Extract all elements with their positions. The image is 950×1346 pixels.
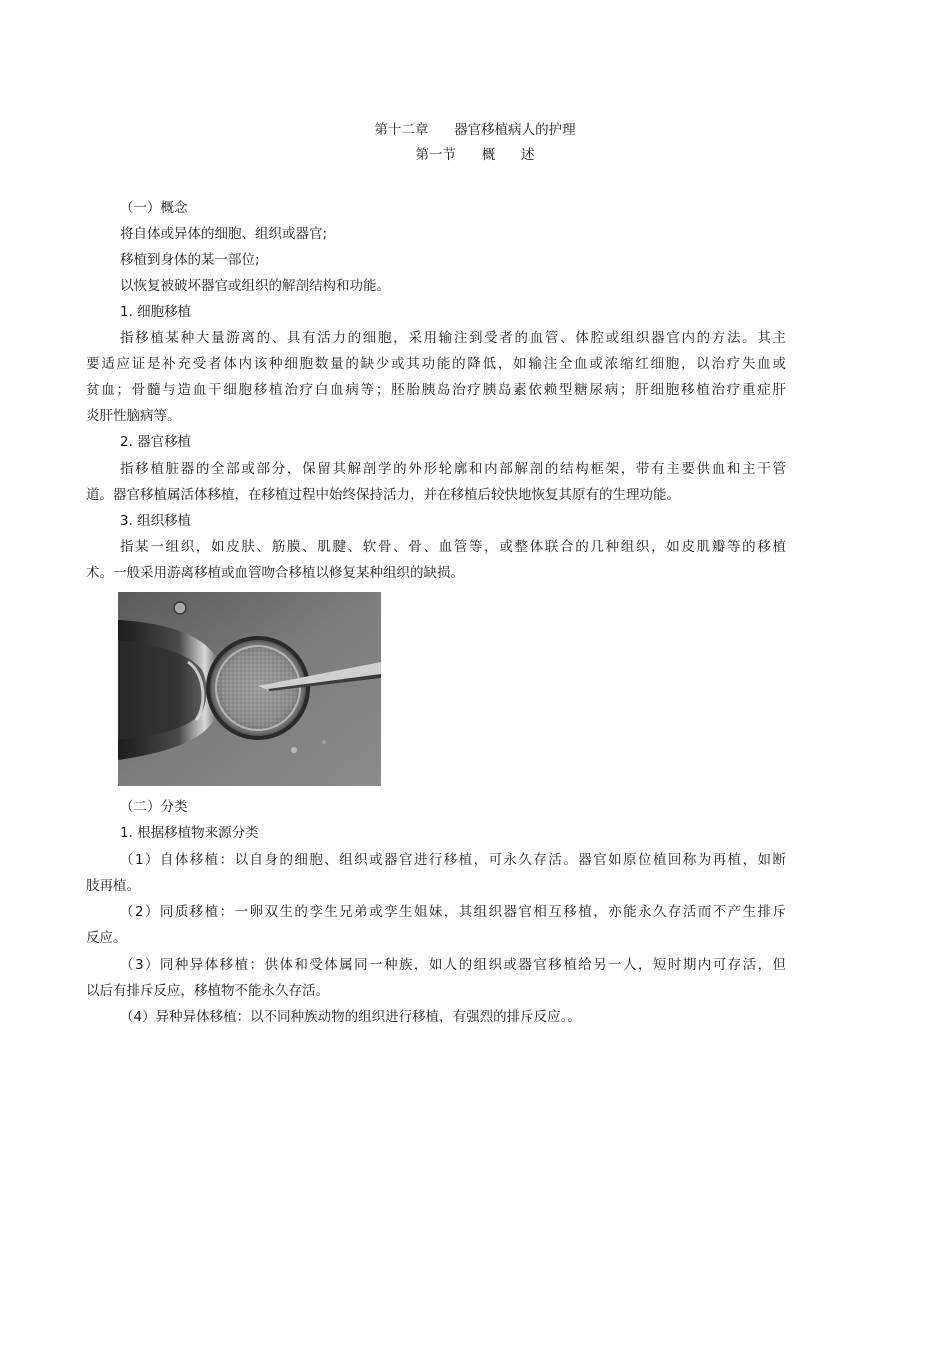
class-item-3-line-1: （3）同种异体移植：供体和受体属同一种族，如人的组织或器官移植给另一人，短时期内可存活，但 bbox=[120, 957, 786, 973]
organ-transplant-line-1: 指移植脏器的全部或部分，保留其解剖学的外形轮廓和内部解剖的结构框架，带有主要供血和主干管 bbox=[120, 461, 786, 477]
microinjection-micrograph bbox=[118, 592, 381, 786]
micrograph-drawing bbox=[118, 592, 381, 786]
cell-transplant-line-1: 指移植某种大量游离的、具有活力的细胞，采用输注到受者的血管、体腔或组织器官内的方法。其主 bbox=[120, 330, 786, 346]
organ-transplant-heading: 2. 器官移植 bbox=[120, 434, 192, 450]
class-item-4-line-1: （4）异种异体移植：以不同种族动物的组织进行移植，有强烈的排斥反应。。 bbox=[120, 1009, 581, 1025]
chapter-title: 第十二章 器官移植病人的护理 bbox=[374, 122, 576, 138]
concept-heading: （一）概念 bbox=[120, 200, 188, 216]
class-item-1-line-2: 肢再植。 bbox=[86, 878, 140, 894]
section-title: 第一节 概 述 bbox=[415, 147, 535, 163]
tissue-transplant-heading: 3. 组织移植 bbox=[120, 513, 192, 529]
cell-transplant-line-3: 贫血；骨髓与造血干细胞移植治疗白血病等；胚胎胰岛治疗胰岛素依赖型糖尿病；肝细胞移植治疗重症肝 bbox=[86, 382, 786, 398]
classification-heading: （二）分类 bbox=[120, 799, 188, 815]
classification-subheading: 1. 根据移植物来源分类 bbox=[120, 825, 259, 841]
tissue-transplant-line-2: 术。一般采用游离移植或血管吻合移植以修复某种组织的缺损。 bbox=[86, 565, 464, 581]
class-item-3-line-2: 以后有排斥反应，移植物不能永久存活。 bbox=[86, 983, 329, 999]
cell-transplant-line-2: 要适应证是补充受者体内该种细胞数量的缺少或其功能的降低，如输注全血或浓缩红细胞，以治疗失血或 bbox=[86, 356, 786, 372]
class-item-2-line-1: （2）同质移植：一卵双生的孪生兄弟或孪生姐妹，其组织器官相互移植，亦能永久存活而不产生排斥 bbox=[120, 904, 786, 920]
cell-transplant-heading: 1. 细胞移植 bbox=[120, 304, 192, 320]
concept-line-3: 以恢复被破坏器官或组织的解剖结构和功能。 bbox=[120, 278, 390, 294]
concept-line-2: 移植到身体的某一部位; bbox=[120, 252, 260, 268]
organ-transplant-line-2: 道。器官移植属活体移植，在移植过程中始终保持活力，并在移植后较快地恢复其原有的生理功能。 bbox=[86, 487, 680, 503]
class-item-2-line-2: 反应。 bbox=[86, 930, 127, 946]
class-item-1-line-1: （1）自体移植：以自身的细胞、组织或器官进行移植，可永久存活。器官如原位植回称为再植，如断 bbox=[120, 852, 786, 868]
cell-transplant-line-4: 炎肝性脑病等。 bbox=[86, 408, 181, 424]
concept-line-1: 将自体或异体的细胞、组织或器官; bbox=[120, 226, 328, 242]
tissue-transplant-line-1: 指某一组织，如皮肤、筋膜、肌腱、软骨、骨、血管等，或整体联合的几种组织，如皮肌瓣等的移植 bbox=[120, 539, 786, 555]
